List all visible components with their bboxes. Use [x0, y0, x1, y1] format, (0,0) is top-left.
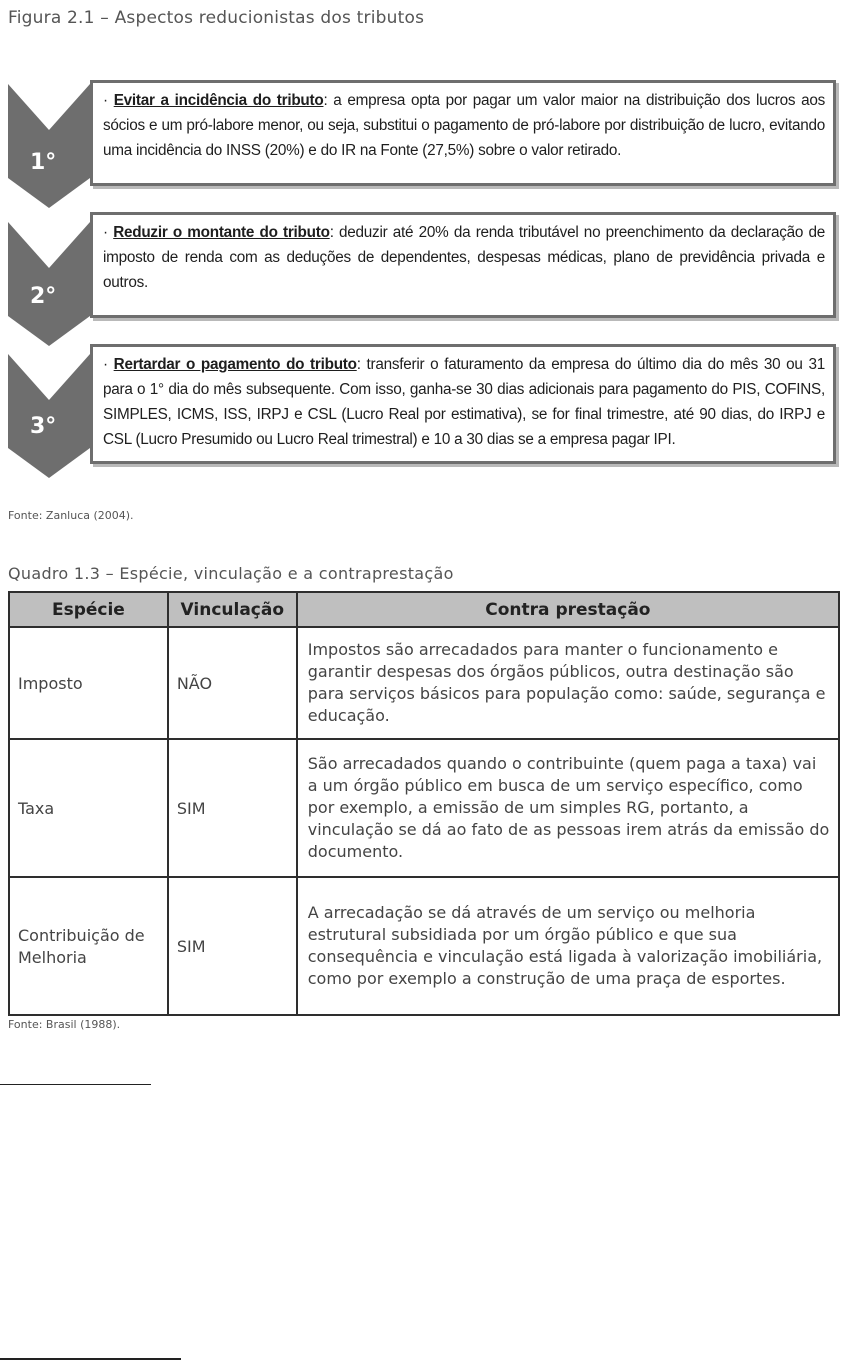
footnote-rule [0, 1084, 151, 1085]
cell-contra: Impostos são arrecadados para manter o funcionamento e garantir despesas dos órgãos públicos, outra destinação são para serviços básicos para população como: saúde, segurança e educação. [297, 627, 839, 739]
quadro-source: Fonte: Brasil (1988). [8, 1018, 121, 1031]
cell-vinculacao: SIM [168, 739, 297, 877]
table-row [9, 627, 839, 739]
step-lead: Rertardar o pagamento do tributo [113, 356, 357, 373]
chevron-down-icon [8, 70, 90, 208]
table-header-row [9, 592, 839, 627]
step-number: 3° [30, 414, 57, 439]
step-number: 2° [30, 284, 57, 309]
step-text: : transferir o faturamento da empresa do último dia do mês 30 ou 31 para o 1° dia do mês subsequente. Com isso, ganha-se 30 dias adicionais para pagamento do PIS, COFINS, SIMPLES, ICMS, ISS, IRPJ e CSL (Lucro Real por estimativa), se for final trimestre, até 90 dias, do IRPJ e CSL (Lucro Presumido ou Lucro Real trimestral) e 10 a 30 dias se a empresa pagar IPI. [103, 356, 825, 448]
step-lead: Reduzir o montante do tributo [113, 224, 330, 241]
step-lead: Evitar a incidência do tributo [113, 92, 324, 109]
cell-especie: Taxa [9, 739, 168, 877]
cell-especie: Imposto [9, 627, 168, 739]
cell-vinculacao: NÃO [168, 627, 297, 739]
column-header-vinculacao: Vinculação [168, 592, 297, 627]
figure-source: Fonte: Zanluca (2004). [8, 509, 134, 522]
step-number: 1° [30, 150, 57, 175]
chevron-down-icon [8, 208, 90, 346]
table-row [9, 877, 839, 1015]
cell-vinculacao: SIM [168, 877, 297, 1015]
chevron-down-icon [8, 340, 90, 478]
step-box: · Rertardar o pagamento do tributo: transferir o faturamento da empresa do último dia do mês 30 ou 31 para o 1° dia do mês subsequente. Com isso, ganha-se 30 dias adicionais para pagamento do PIS, COFINS, SIMPLES, ICMS, ISS, IRPJ e CSL (Lucro Real por estimativa), se for final trimestre, até 90 dias, do IRPJ e CSL (Lucro Presumido ou Lucro Real trimestral) e 10 a 30 dias se a empresa pagar IPI. [90, 344, 836, 464]
step-text: : a empresa opta por pagar um valor maior na distribuição dos lucros aos sócios e um pró-labore menor, ou seja, substitui o pagamento de pró-labore por distribuição de lucro, evitando uma incidência do INSS (20%) e do IR na Fonte (27,5%) sobre o valor retirado. [103, 92, 825, 159]
table-row [9, 739, 839, 877]
cell-contra: A arrecadação se dá através de um serviço ou melhoria estrutural subsidiada por um órgão público e que sua consequência e vinculação está ligada à valorização imobiliária, como por exemplo a construção de uma praça de esportes. [297, 877, 839, 1015]
column-header-contra: Contra prestação [297, 592, 839, 627]
column-header-especie: Espécie [9, 592, 168, 627]
step-text: : deduzir até 20% da renda tributável no preenchimento da declaração de imposto de renda com as deduções de dependentes, despesas médicas, plano de previdência privada e outros. [103, 224, 825, 291]
figure-caption: Figura 2.1 – Aspectos reducionistas dos tributos [8, 8, 425, 28]
quadro-caption: Quadro 1.3 – Espécie, vinculação e a contraprestação [8, 564, 454, 583]
footnote-rule [0, 1358, 181, 1360]
quadro-table [8, 591, 840, 1016]
step-box: · Reduzir o montante do tributo: deduzir até 20% da renda tributável no preenchimento da declaração de imposto de renda com as deduções de dependentes, despesas médicas, plano de previdência privada e outros. [90, 212, 836, 318]
step-box: · Evitar a incidência do tributo: a empresa opta por pagar um valor maior na distribuição dos lucros aos sócios e um pró-labore menor, ou seja, substitui o pagamento de pró-labore por distribuição de lucro, evitando uma incidência do INSS (20%) e do IR na Fonte (27,5%) sobre o valor retirado. [90, 80, 836, 186]
cell-contra: São arrecadados quando o contribuinte (quem paga a taxa) vai a um órgão público em busca de um serviço específico, como por exemplo, a emissão de um simples RG, portanto, a vinculação se dá ao fato de as pessoas irem atrás da emissão do documento. [297, 739, 839, 877]
cell-especie: Contribuição de Melhoria [9, 877, 168, 1015]
